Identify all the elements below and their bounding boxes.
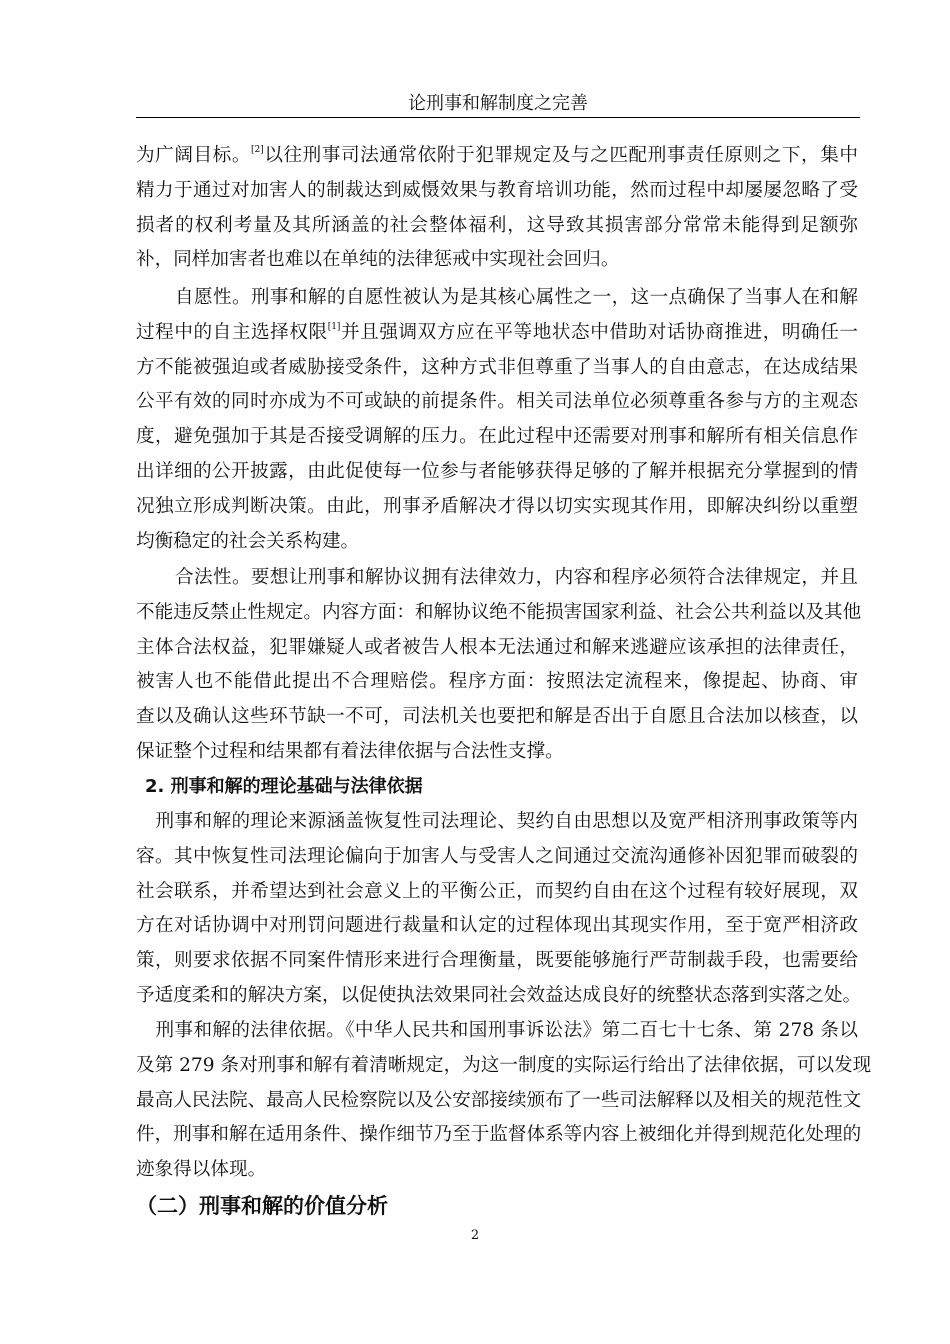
paragraph-line: 最高人民法院、最高人民检察院以及公安部接续颁布了一些司法解释以及相关的规范性文	[136, 1089, 862, 1111]
subsection-heading: 2. 刑事和解的理论基础与法律依据	[145, 776, 423, 797]
paragraph-line: 被害人也不能借此提出不合理赔偿。程序方面：按照法定流程来，像提起、协商、审	[136, 671, 858, 693]
line-text: 以往刑事司法通常依附于犯罪规定及与之匹配刑事责任原则之下，集中	[263, 145, 858, 166]
citation-marker: [2]	[251, 145, 264, 155]
paragraph-line: 主体合法权益，犯罪嫌疑人或者被告人根本无法通过和解来逃避应该承担的法律责任，	[136, 636, 858, 658]
paragraph-line: 方在对话协调中对刑罚问题进行裁量和认定的过程体现出其现实作用，至于宽严相济政	[136, 915, 858, 937]
line-text: 并且强调双方应在平等地状态中借助对话协商推进，明确任一	[340, 321, 858, 343]
paragraph-line: 出详细的公开披露，由此促使每一位参与者能够获得足够的了解并根据充分掌握到的情	[136, 461, 858, 482]
paragraph-line: 社会联系，并希望达到社会意义上的平衡公正，而契约自由在这个过程有较好展现，双	[136, 880, 858, 902]
paragraph-line: 自愿性。刑事和解的自愿性被认为是其核心属性之一，这一点确保了当事人在和解	[175, 287, 858, 308]
paragraph-line: 损者的权利考量及其所涵盖的社会整体福利，这导致其损害部分常常未能得到足额弥	[136, 214, 858, 236]
paragraph-line: 及第 279 条对刑事和解有着清晰规定，为这一制度的实际运行给出了法律依据，可以发现	[136, 1054, 872, 1076]
paragraph-line: 均衡稳定的社会关系构建。	[136, 530, 360, 552]
paragraph-line: 公平有效的同时亦成为不可或缺的前提条件。相关司法单位必须尊重各参与方的主观态	[136, 391, 858, 413]
paragraph-line: 精力于通过对加害人的制裁达到威慑效果与教育培训功能，然而过程中却屡屡忽略了受	[136, 179, 858, 201]
line-text: 过程中的自主选择权限	[136, 321, 328, 343]
paragraph-line: 刑事和解的理论来源涵盖恢复性司法理论、契约自由思想以及宽严相济刑事政策等内	[155, 811, 858, 832]
section-heading: （二）刑事和解的价值分析	[136, 1194, 388, 1218]
paragraph-line: 方不能被强迫或者威胁接受条件，这种方式非但尊重了当事人的自由意志，在达成结果	[136, 356, 858, 378]
paragraph-line: 补，同样加害者也难以在单纯的法律惩戒中实现社会回归。	[136, 249, 620, 271]
page-number: 2	[470, 1228, 480, 1243]
citation-marker: [1]	[327, 321, 341, 332]
paragraph-line: 合法性。要想让刑事和解协议拥有法律效力，内容和程序必须符合法律规定，并且	[175, 567, 858, 588]
paragraph-line	[136, 316, 858, 350]
paragraph-line: 件，刑事和解在适用条件、操作细节乃至于监督体系等内容上被细化并得到规范化处理的	[136, 1124, 862, 1146]
paragraph-line: 况独立形成判断决策。由此，刑事矛盾解决才得以切实实现其作用，即解决纠纷以重塑	[136, 495, 858, 517]
header-rule	[136, 117, 860, 118]
running-header-title: 论刑事和解制度之完善	[408, 93, 588, 114]
paragraph-line: 保证整个过程和结果都有着法律依据与合法性支撑。	[136, 741, 564, 762]
paragraph-line: 度，避免强加于其是否接受调解的压力。在此过程中还需要对刑事和解所有相关信息作	[136, 426, 858, 448]
paragraph-line: 策，则要求依据不同案件情形来进行合理衡量，既要能够施行严苛制裁手段，也需要给	[136, 950, 858, 972]
paragraph-line: 不能违反禁止性规定。内容方面：和解协议绝不能损害国家利益、社会公共利益以及其他	[136, 601, 862, 623]
paragraph-line	[136, 139, 858, 173]
line-text: 为广阔目标。	[136, 145, 252, 166]
paragraph-line: 迹象得以体现。	[136, 1159, 267, 1181]
paragraph-line: 予适度柔和的解决方案，以促使执法效果同社会效益达成良好的统整状态落到实落之处。	[136, 985, 862, 1006]
paragraph-line: 刑事和解的法律依据。《中华人民共和国刑事诉讼法》第二百七十七条、第 278 条以	[155, 1020, 858, 1041]
paragraph-line: 查以及确认这些环节缺一不可，司法机关也要把和解是否出于自愿且合法加以核查，以	[136, 706, 858, 728]
paragraph-line: 容。其中恢复性司法理论偏向于加害人与受害人之间通过交流沟通修补因犯罪而破裂的	[136, 845, 858, 867]
